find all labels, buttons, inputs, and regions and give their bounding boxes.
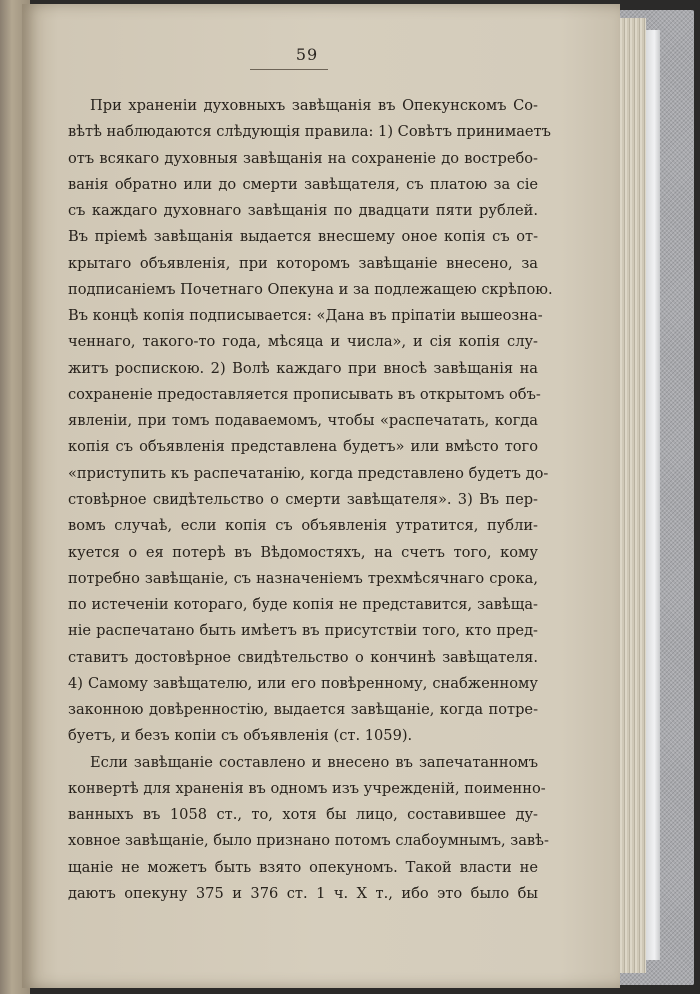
text-line: ховное завѣщаніе, было признано потомъ слабоумнымъ, завѣ-	[68, 832, 549, 849]
text-line: копія съ объявленія представлена будетъ» или вмѣсто того	[68, 438, 538, 455]
text-line: щаніе не можетъ быть взято опекуномъ. Такой власти не	[68, 859, 538, 876]
text-line: подписаніемъ Почетнаго Опекуна и за подлежащею скрѣпою.	[68, 281, 553, 298]
text-line: сохраненіе предоставляется прописывать въ открытомъ объ-	[68, 386, 541, 403]
text-line: вомъ случаѣ, если копія съ объявленія утратится, публи-	[68, 517, 538, 534]
text-line: Въ концѣ копія подписывается: «Дана въ пріпатіи вышеозна-	[68, 307, 543, 324]
text-line: законною довѣренностію, выдается завѣщаніе, когда потре-	[68, 701, 538, 718]
text-line: крытаго объявленія, при которомъ завѣщаніе внесено, за	[68, 255, 538, 272]
text-line: ченнаго, такого-то года, мѣсяца и числа», и сія копія слу-	[68, 333, 538, 350]
text-line: ванныхъ въ 1058 ст., то, хотя бы лицо, составившее ду-	[68, 806, 538, 823]
text-line: отъ всякаго духовныя завѣщанія на сохраненіе до востребо-	[68, 150, 538, 167]
text-line: Если завѣщаніе составлено и внесено въ запечатанномъ	[90, 754, 538, 771]
cover-edge	[646, 30, 660, 960]
text-line: При храненіи духовныхъ завѣщанія въ Опекунскомъ Со-	[90, 97, 538, 114]
text-line: житъ роспискою. 2) Волѣ каждаго при вносѣ завѣщанія на	[68, 360, 538, 377]
text-line: 4) Самому завѣщателю, или его повѣренному, снабженному	[68, 675, 538, 692]
text-line: буетъ, и безъ копіи съ объявленія (ст. 1059).	[68, 727, 413, 744]
text-line: съ каждаго духовнаго завѣщанія по двадцати пяти рублей.	[68, 202, 538, 219]
book-page	[22, 4, 620, 988]
page-number-rule	[250, 69, 328, 70]
text-line: ніе распечатано быть имѣетъ въ присутствіи того, кто пред-	[68, 622, 538, 639]
text-line: стовѣрное свидѣтельство о смерти завѣщателя». 3) Въ пер-	[68, 491, 538, 508]
text-line: явленіи, при томъ подаваемомъ, чтобы «распечатать, когда	[68, 412, 538, 429]
page-number: 59	[295, 45, 319, 64]
text-line: вѣтѣ наблюдаются слѣдующія правила: 1) Совѣтъ принимаетъ	[68, 123, 551, 140]
text-line: Въ пріемѣ завѣщанія выдается внесшему оное копія съ от-	[68, 228, 538, 245]
text-line: куется о ея потерѣ въ Вѣдомостяхъ, на счетъ того, кому	[68, 544, 538, 561]
text-line: «приступить къ распечатанію, когда представлено будетъ до-	[68, 465, 549, 482]
text-line: потребно завѣщаніе, съ назначеніемъ трехмѣсячнаго срока,	[68, 570, 538, 587]
text-line: ванія обратно или до смерти завѣщателя, съ платою за сіе	[68, 176, 538, 193]
text-line: ставитъ достовѣрное свидѣтельство о кончинѣ завѣщателя.	[68, 649, 538, 666]
text-line: конвертѣ для храненія въ одномъ изъ учрежденій, поименно-	[68, 780, 546, 797]
text-line: даютъ опекуну 375 и 376 ст. 1 ч. X т., ибо это было бы	[68, 885, 538, 902]
text-line: по истеченіи котораго, буде копія не представится, завѣща-	[68, 596, 538, 613]
